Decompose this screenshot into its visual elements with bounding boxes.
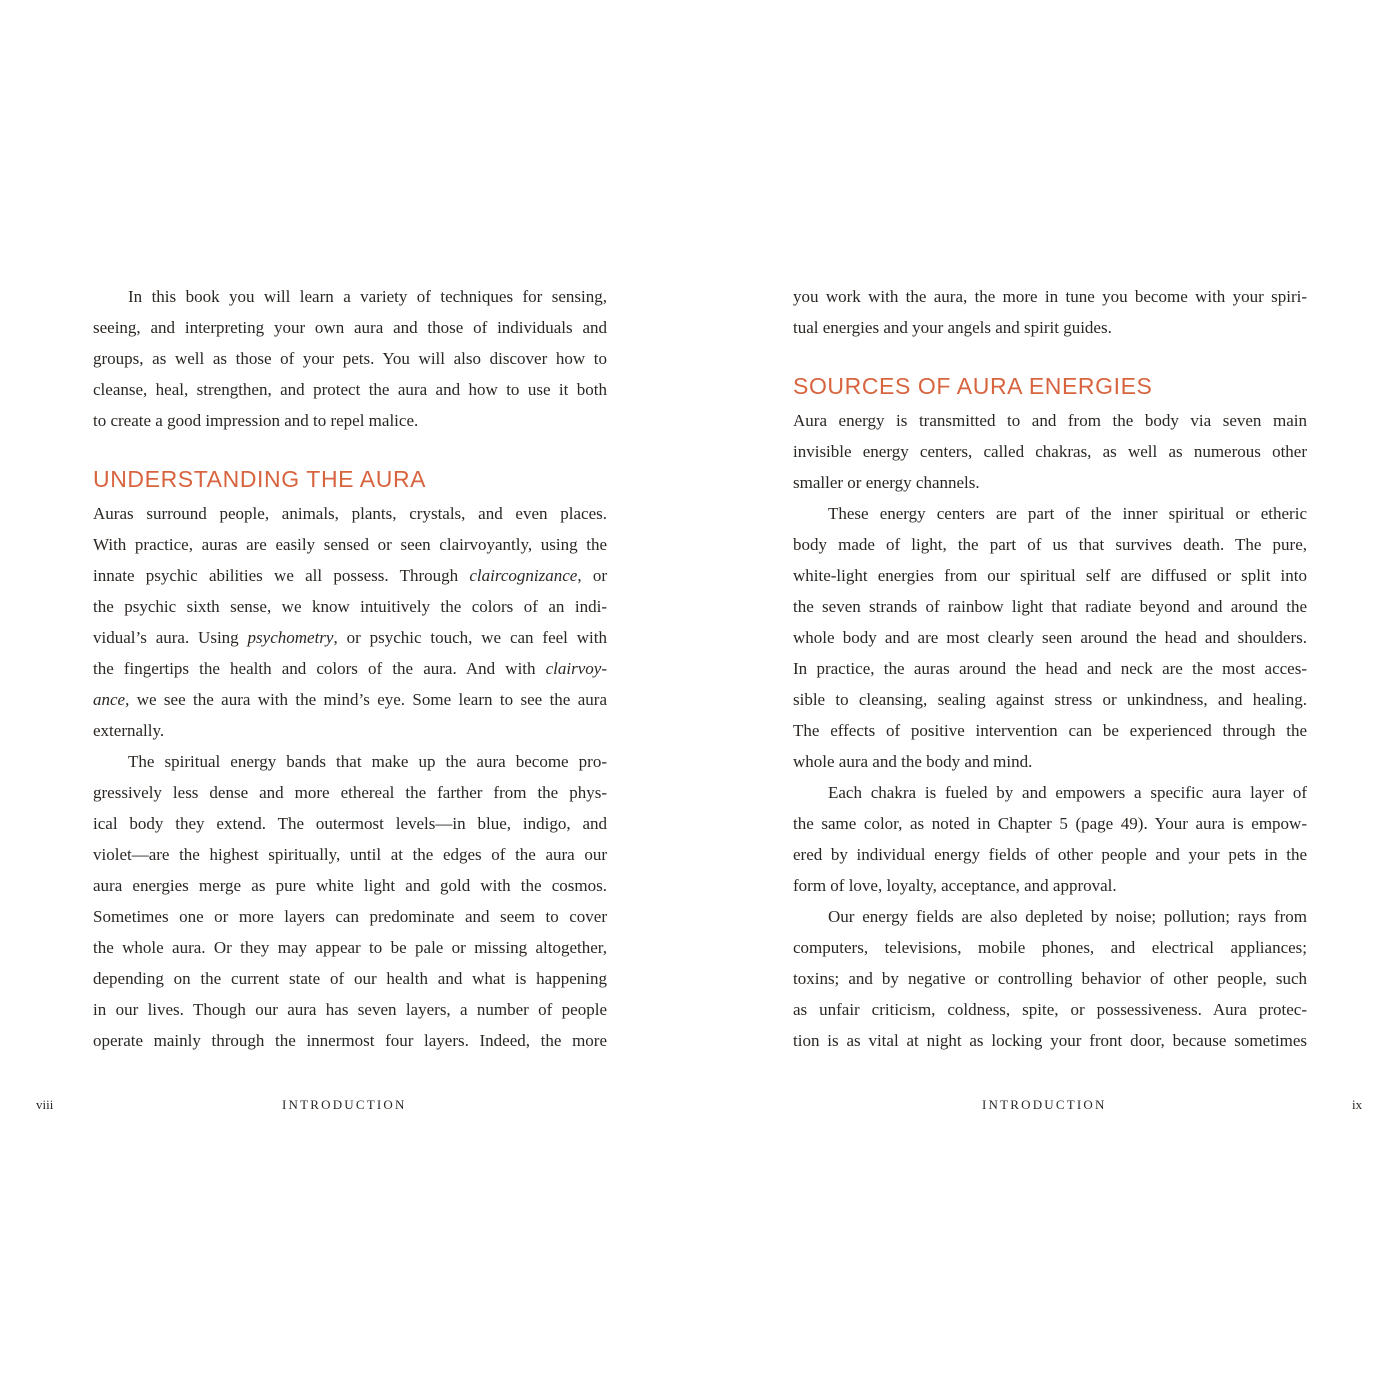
- text-line: [93, 653, 607, 684]
- text-line: The spiritual energy bands that make up the aura become pro-: [128, 752, 607, 771]
- text-line: the psychic sixth sense, we know intuitively the colors of an indi-: [93, 597, 607, 616]
- text-line: [93, 622, 607, 653]
- text-line: to create a good impression and to repel malice.: [93, 411, 419, 430]
- section-heading: UNDERSTANDING THE AURA: [93, 466, 427, 492]
- text-line: Aura energy is transmitted to and from the body via seven main: [793, 411, 1307, 430]
- running-head-left: INTRODUCTION: [282, 1097, 407, 1112]
- text-line: computers, televisions, mobile phones, and electrical appliances;: [793, 938, 1307, 957]
- text-line: cleanse, heal, strengthen, and protect the aura and how to use it both: [93, 380, 607, 399]
- text-line: in our lives. Though our aura has seven layers, a number of people: [93, 1000, 607, 1019]
- text-line: ical body they extend. The outermost levels—in blue, indigo, and: [93, 814, 607, 833]
- paragraph: [793, 498, 1307, 777]
- text-line: groups, as well as those of your pets. You will also discover how to: [93, 349, 607, 368]
- text-run: innate psychic abilities we all possess. Through: [93, 566, 470, 585]
- text-line: seeing, and interpreting your own aura and those of individuals and: [93, 318, 607, 337]
- paragraph: [793, 777, 1307, 901]
- text-line: as unfair criticism, coldness, spite, or possessiveness. Aura protec-: [793, 1000, 1307, 1019]
- text-line: externally.: [93, 721, 165, 740]
- text-line: These energy centers are part of the inner spiritual or etheric: [828, 504, 1307, 523]
- paragraph: [793, 405, 1307, 498]
- text-line: the same color, as noted in Chapter 5 (page 49). Your aura is empow-: [793, 814, 1307, 833]
- italic-term: clairvoy-: [545, 659, 607, 678]
- text-line: whole body and are most clearly seen around the head and shoulders.: [793, 628, 1307, 647]
- text-line: tion is as vital at night as locking your front door, because sometimes: [793, 1031, 1307, 1050]
- paragraph: [793, 901, 1307, 1056]
- text-line: aura energies merge as pure white light and gold with the cosmos.: [93, 876, 607, 895]
- text-line: In this book you will learn a variety of techniques for sensing,: [128, 287, 607, 306]
- italic-term: psychometry: [247, 628, 334, 647]
- text-line: smaller or energy channels.: [793, 473, 980, 492]
- continued-paragraph: [793, 281, 1307, 343]
- text-line: invisible energy centers, called chakras, as well as numerous other: [793, 442, 1307, 461]
- text-run: vidual’s aura. Using: [93, 628, 248, 647]
- text-line: In practice, the auras around the head and neck are the most acces-: [793, 659, 1307, 678]
- text-line: [93, 560, 607, 591]
- text-line: the seven strands of rainbow light that radiate beyond and around the: [793, 597, 1307, 616]
- text-line: you work with the aura, the more in tune you become with your spiri-: [793, 287, 1307, 306]
- text-line: violet—are the highest spiritually, until at the edges of the aura our: [93, 845, 607, 864]
- text-line: The effects of positive intervention can be experienced through the: [793, 721, 1307, 740]
- text-run: , or psychic touch, we can feel with: [333, 628, 607, 647]
- text-run: , or: [577, 566, 607, 585]
- page-number-right: ix: [1352, 1097, 1363, 1112]
- text-line: the whole aura. Or they may appear to be pale or missing altogether,: [93, 938, 607, 957]
- italic-term: claircognizance: [469, 566, 578, 585]
- text-line: Our energy fields are also depleted by noise; pollution; rays from: [828, 907, 1307, 926]
- text-line: Auras surround people, animals, plants, crystals, and even places.: [93, 504, 607, 523]
- text-run: , we see the aura with the mind’s eye. Some learn to see the aura: [125, 690, 607, 709]
- page-number-left: viii: [36, 1097, 54, 1112]
- text-line: form of love, loyalty, acceptance, and approval.: [793, 876, 1117, 895]
- body-paragraphs: [793, 405, 1307, 1056]
- section-heading: SOURCES OF AURA ENERGIES: [793, 373, 1153, 399]
- running-head-right: INTRODUCTION: [982, 1097, 1107, 1112]
- italic-term: ance: [93, 690, 126, 709]
- text-line: gressively less dense and more ethereal the farther from the phys-: [93, 783, 607, 802]
- text-line: body made of light, the part of us that survives death. The pure,: [793, 535, 1307, 554]
- body-paragraphs: [93, 498, 607, 1056]
- text-line: [93, 684, 607, 715]
- text-run: the fingertips the health and colors of the aura. And with: [93, 659, 546, 678]
- intro-paragraph: [93, 281, 607, 436]
- text-line: toxins; and by negative or controlling behavior of other people, such: [793, 969, 1307, 988]
- text-line: white-light energies from our spiritual self are diffused or split into: [793, 566, 1307, 585]
- text-line: operate mainly through the innermost four layers. Indeed, the more: [93, 1031, 607, 1050]
- text-line: depending on the current state of our health and what is happening: [93, 969, 607, 988]
- paragraph: [93, 498, 607, 746]
- text-line: sible to cleansing, sealing against stress or unkindness, and healing.: [793, 690, 1307, 709]
- text-line: tual energies and your angels and spirit guides.: [793, 318, 1112, 337]
- text-line: whole aura and the body and mind.: [793, 752, 1033, 771]
- text-line: With practice, auras are easily sensed or seen clairvoyantly, using the: [93, 535, 607, 554]
- text-line: Each chakra is fueled by and empowers a specific aura layer of: [828, 783, 1307, 802]
- text-line: ered by individual energy fields of other people and your pets in the: [793, 845, 1307, 864]
- text-line: Sometimes one or more layers can predominate and seem to cover: [93, 907, 607, 926]
- paragraph: [93, 746, 607, 1056]
